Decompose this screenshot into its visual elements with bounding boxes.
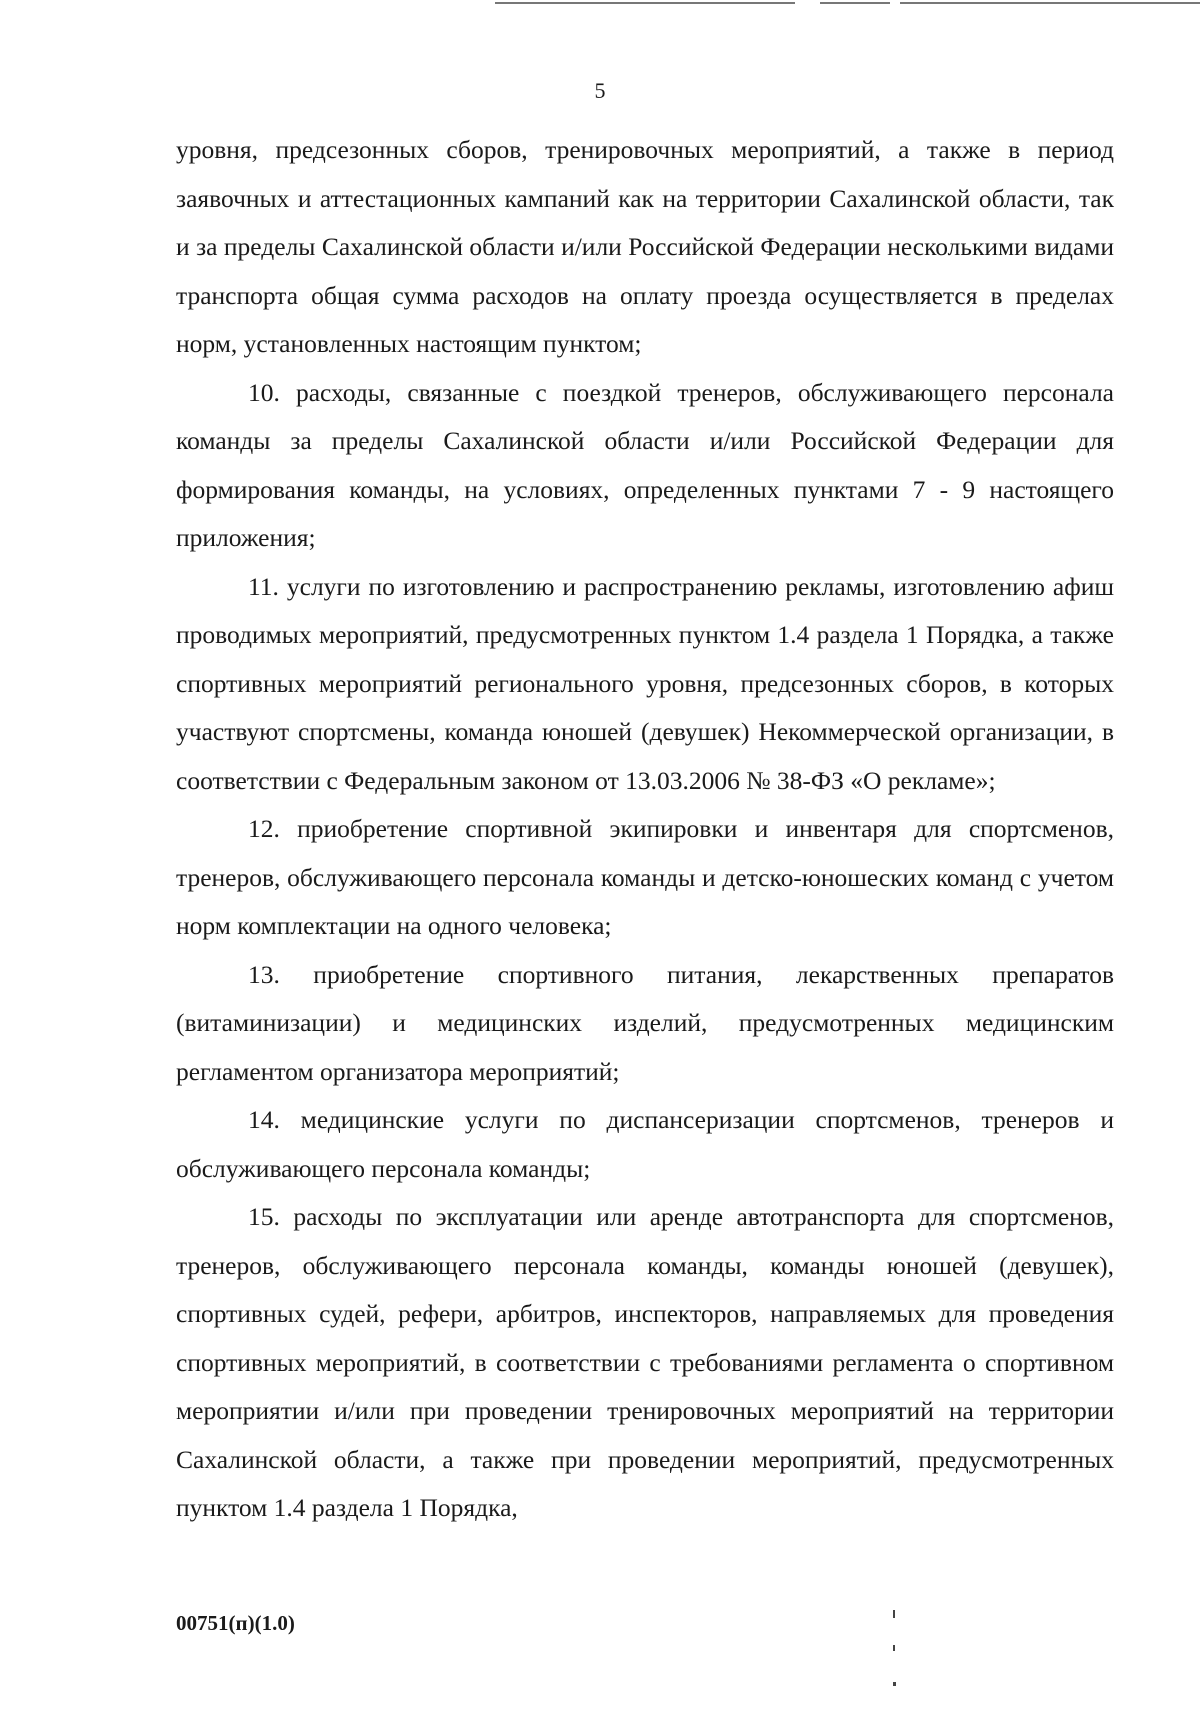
- paragraph-item-13: 13. приобретение спортивного питания, лекарственных препаратов (витаминизации) и медицинских изделий, предусмотренных медицинским регламентом организатора мероприятий;: [176, 959, 1114, 1086]
- paragraph-item-14: 14. медицинские услуги по диспансеризации спортсменов, тренеров и обслуживающего персонала команды;: [176, 1105, 1114, 1183]
- paragraph-item-10: 10. расходы, связанные с поездкой тренеров, обслуживающего персонала команды за пределы Сахалинской области и/или Российской Федерации для формирования команды, на условиях, определенных пунктами 7 - 9 настоящего приложения;: [176, 377, 1114, 552]
- paragraph-item-11: 11. услуги по изготовлению и распространению рекламы, изготовлению афиш проводимых мероприятий, предусмотренных пунктом 1.4 раздела 1 Порядка, а также спортивных мероприятий регионального уровня, предсезонных сборов, в которых участвуют спортсмены, команда юношей (девушек) Некоммерческой организации, в соответствии с Федеральным законом от 13.03.2006 № 38-ФЗ «О рекламе»;: [176, 571, 1114, 795]
- scan-artifact-line: [900, 2, 1200, 4]
- scan-artifact-line: [495, 2, 795, 4]
- scan-speck: [893, 1682, 896, 1686]
- scan-speck: [893, 1645, 895, 1651]
- scan-artifact-line: [820, 2, 890, 4]
- page-number: 5: [594, 78, 606, 103]
- scan-speck: [893, 1610, 895, 1618]
- paragraph-continuation: уровня, предсезонных сборов, тренировочных мероприятий, а также в период заявочных и аттестационных кампаний как на территории Сахалинской области, так и за пределы Сахалинской области и/или Российской Федерации несколькими видами транспорта общая сумма расходов на оплату проезда осуществляется в пределах норм, установленных настоящим пунктом;: [176, 135, 1114, 358]
- document-body: [176, 126, 1114, 1533]
- paragraph-item-12: 12. приобретение спортивной экипировки и инвентаря для спортсменов, тренеров, обслуживающего персонала команды и детско-юношеских команд с учетом норм комплектации на одного человека;: [176, 814, 1114, 940]
- paragraph-item-15: 15. расходы по эксплуатации или аренде автотранспорта для спортсменов, тренеров, обслуживающего персонала команды, команды юношей (девушек), спортивных судей, рефери, арбитров, инспекторов, направляемых для проведения спортивных мероприятий, в соответствии с требованиями регламента о спортивном мероприятии и/или при проведении тренировочных мероприятий на территории Сахалинской области, а также при проведении мероприятий, предусмотренных пунктом 1.4 раздела 1 Порядка,: [176, 1202, 1114, 1522]
- document-footer-code: 00751(п)(1.0): [176, 1611, 295, 1635]
